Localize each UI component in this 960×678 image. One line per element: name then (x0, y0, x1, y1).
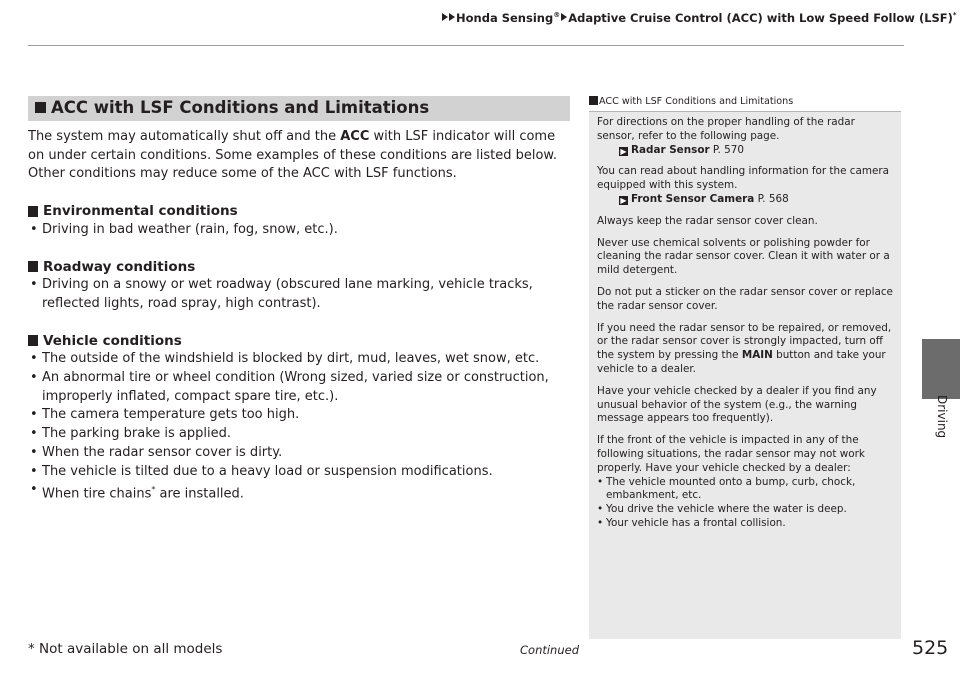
sidebar-bullet: • The vehicle mounted onto a bump, curb, chock, embankment, etc. (597, 475, 856, 502)
vehicle-heading-text: Vehicle conditions (43, 332, 182, 349)
chapter-tab[interactable] (922, 339, 960, 399)
main-content (28, 128, 572, 504)
intro-paragraph (28, 128, 572, 184)
sidebar-paragraph: If the front of the vehicle is impacted in any of the following situations, the radar sensor may not work properly. Have your vehicle checked by a dealer: (597, 434, 865, 474)
header-reg: ® (553, 11, 561, 20)
list-item-text: An abnormal tire or wheel condition (Wrong sized, varied size or construction, improperly inflated, compact spare tire, etc.). (42, 370, 549, 404)
page-reference[interactable] (597, 144, 895, 158)
square-bullet-icon (28, 335, 38, 346)
header-part1: Honda Sensing (456, 11, 554, 25)
sidebar-paragraph: Have your vehicle checked by a dealer if you find any unusual behavior of the system (e.g., the warning message appears too frequently). (597, 384, 877, 425)
list-item: • Driving on a snowy or wet roadway (obscured lane marking, vehicle tracks, reflected lights, road spray, high contrast). (30, 277, 533, 311)
page-number: 525 (912, 637, 949, 659)
sidebar-bullet-text: Your vehicle has a frontal collision. (606, 516, 786, 529)
sidebar-text: You can read about handling information for the camera equipped with this system. (597, 165, 890, 192)
list-item-text: The outside of the windshield is blocked by dirt, mud, leaves, wet snow, etc. (42, 351, 540, 367)
square-bullet-icon (28, 206, 38, 217)
sidebar-paragraph (597, 116, 895, 157)
running-header (442, 11, 957, 25)
reference-page: P. 570 (709, 143, 744, 156)
continued-label: Continued (520, 643, 580, 657)
sidebar-heading (589, 96, 793, 107)
list-item: • When the radar sensor cover is dirty. (30, 444, 283, 460)
arrow-icon (442, 13, 448, 21)
page-reference[interactable] (597, 193, 895, 207)
list-item-text: The camera temperature gets too high. (42, 407, 300, 423)
sidebar-paragraph: Never use chemical solvents or polishing powder for cleaning the radar sensor cover. Clean it with water or a mild detergent. (597, 236, 890, 277)
intro-text-1: The system may automatically shut off and the (28, 129, 341, 144)
sidebar-heading-text: ACC with LSF Conditions and Limitations (599, 96, 794, 107)
sidebar-bullet-text: You drive the vehicle where the water is deep. (606, 503, 847, 516)
list-item: • The outside of the windshield is blocked by dirt, mud, leaves, wet snow, etc. (30, 351, 540, 367)
header-star: * (952, 11, 957, 20)
intro-acc: ACC (340, 129, 370, 144)
section-title-bar (28, 96, 570, 121)
sidebar-paragraph (597, 322, 895, 377)
footnote-star: * (151, 485, 156, 495)
environmental-heading (28, 202, 572, 221)
roadway-heading (28, 258, 572, 277)
reference-page: P. 568 (754, 192, 789, 205)
list-item-text: are installed. (155, 486, 244, 502)
sidebar-bullet: • You drive the vehicle where the water is deep. (597, 503, 847, 516)
list-item-text: Driving in bad weather (rain, fog, snow, etc.). (42, 221, 338, 237)
arrow-icon (449, 13, 455, 21)
list-item: • The camera temperature gets too high. (30, 407, 300, 423)
main-button-label: MAIN (741, 349, 773, 362)
header-part2: Adaptive Cruise Control (ACC) with Low Speed Follow (LSF) (568, 11, 953, 25)
reference-arrow-icon: ▶ (620, 146, 627, 156)
list-item-text: When tire chains (42, 486, 152, 502)
arrow-icon (561, 13, 567, 21)
sidebar-paragraph: Always keep the radar sensor cover clean. (597, 214, 818, 227)
roadway-heading-text: Roadway conditions (43, 258, 196, 275)
list-item: • The vehicle is tilted due to a heavy load or suspension modifications. (30, 463, 493, 479)
footnote: * Not available on all models (28, 641, 223, 657)
list-item: • An abnormal tire or wheel condition (Wrong sized, varied size or construction, improperly inflated, compact spare tire, etc.). (30, 370, 549, 404)
environmental-heading-text: Environmental conditions (43, 203, 238, 220)
list-item-text: When the radar sensor cover is dirty. (42, 444, 283, 460)
sidebar-bullet: • Your vehicle has a frontal collision. (597, 516, 786, 529)
sidebar-bullet-text: The vehicle mounted onto a bump, curb, chock, embankment, etc. (606, 475, 856, 502)
list-item-text: The vehicle is tilted due to a heavy load or suspension modifications. (42, 463, 493, 479)
reference-label: Radar Sensor (631, 143, 710, 156)
sidebar-note-text (597, 116, 895, 531)
list-item-text: Driving on a snowy or wet roadway (obscured lane marking, vehicle tracks, reflected lights, road spray, high contrast). (42, 277, 533, 311)
list-item-text: The parking brake is applied. (42, 426, 231, 442)
sidebar-text: For directions on the proper handling of the radar sensor, refer to the following page. (597, 116, 855, 142)
sidebar-paragraph: Do not put a sticker on the radar sensor cover or replace the radar sensor cover. (597, 285, 893, 312)
list-item: • Driving in bad weather (rain, fog, snow, etc.). (30, 221, 338, 237)
square-bullet-icon (35, 102, 46, 113)
intro-text-2: with LSF indicator will come on under certain conditions. Some examples of these conditions are listed below. Other conditions may reduce some of the ACC with LSF functions. (28, 129, 558, 182)
sidebar-text: button and take your vehicle to a dealer. (597, 349, 886, 375)
sidebar-text: If you need the radar sensor to be repaired, or removed, or the radar sensor cover is strongly impacted, turn off the system by pressing the (597, 321, 892, 362)
square-bullet-icon (28, 261, 38, 272)
chapter-tab-label: Driving (935, 395, 949, 439)
reference-label: Front Sensor Camera (631, 192, 755, 205)
section-title: ACC with LSF Conditions and Limitations (51, 98, 430, 117)
list-item: • When tire chains* are installed. (30, 482, 244, 502)
reference-arrow-icon: ▶ (620, 195, 627, 205)
note-icon (589, 96, 598, 105)
list-item: • The parking brake is applied. (30, 426, 231, 442)
vehicle-heading (28, 332, 572, 351)
header-divider (28, 45, 904, 46)
sidebar-paragraph (597, 165, 895, 206)
